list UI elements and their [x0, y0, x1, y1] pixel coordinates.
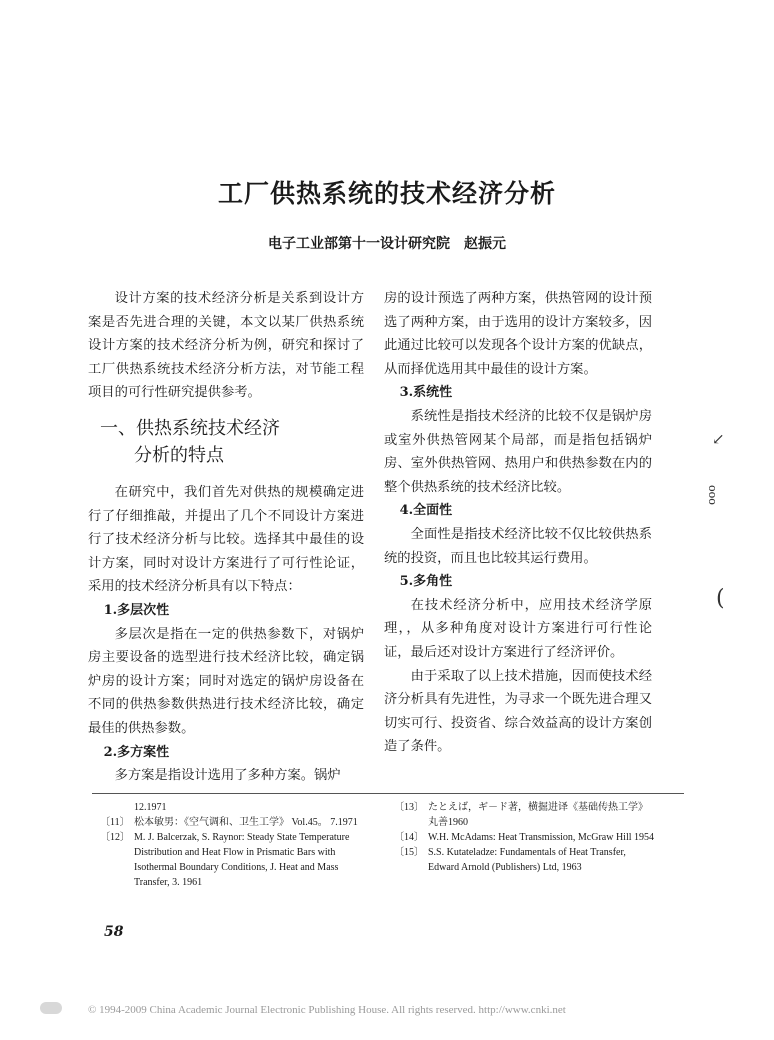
section-heading-line1: 一、供热系统技术经济	[100, 417, 280, 439]
reference-number: 〔15〕	[394, 847, 424, 858]
reference-text: 12.1971	[134, 802, 167, 813]
references-left	[100, 800, 358, 890]
reference-number: 〔14〕	[394, 832, 424, 843]
section-heading-line2: 分析的特点	[134, 444, 224, 466]
reference-item	[394, 830, 656, 845]
paragraph-2: 多方案是指设计选用了多种方案。锅炉	[114, 768, 341, 784]
reference-item	[100, 800, 358, 815]
page-number: 58	[104, 924, 124, 940]
reference-text: S.S. Kutateladze: Fundamentals of Heat Transfer, Edward Arnold (Publishers) Ltd, 1963	[428, 847, 626, 873]
cnki-logo-icon	[40, 1002, 62, 1014]
reference-number: 〔11〕	[100, 817, 130, 828]
reference-text: W.H. McAdams: Heat Transmission, McGraw Hill 1954	[428, 832, 655, 843]
margin-mark-1: ↙	[712, 430, 725, 448]
left-column	[88, 287, 364, 788]
reference-text: たとえば，ギ－ド著，横掘进译《基础传热工学》丸善1960	[428, 802, 648, 828]
reference-item	[100, 830, 358, 890]
subheading-2: 2.多方案性	[103, 744, 170, 760]
margin-mark-2: ooo	[706, 485, 719, 505]
footnote-rule	[92, 793, 684, 794]
subheading-5: 5.多角性	[399, 574, 453, 590]
references-right	[394, 800, 656, 875]
reference-number: 〔12〕	[100, 832, 130, 843]
margin-mark-3: (	[716, 586, 725, 611]
reference-text: 松本敏男：《空气调和、卫生工学》 Vol.45。 7.1971	[134, 817, 358, 828]
paragraph-continued: 房的设计预选了两种方案，供热管网的设计预选了两种方案，由于选用的设计方案较多，因此通过比较可以发现各个设计方案的优缺点，从而择优选用其中最佳的设计方案。	[384, 291, 652, 377]
intro-paragraph: 在研究中，我们首先对供热的规模确定进行了仔细推敲，并提出了几个不同设计方案进行了技术经济分析与比较。选择其中最佳的设计方案，同时对设计方案进行了可行性论证，采用的技术经济分析具有以下特点：	[88, 484, 364, 595]
paragraph-4: 全面性是指技术经济比较不仅比较供热系统的投资，而且也比较其运行费用。	[384, 526, 652, 566]
reference-item	[100, 815, 358, 830]
paragraph-6: 由于采取了以上技术措施，因而使技术经济分析具有先进性，为寻求一个既先进合理又切实可行、投资省、综合效益高的设计方案创造了条件。	[384, 668, 652, 755]
subheading-1: 1.多层次性	[103, 602, 170, 618]
reference-item	[394, 845, 656, 875]
reference-number: 〔13〕	[394, 802, 424, 813]
subheading-4: 4.全面性	[399, 503, 453, 519]
reference-text: M. J. Balcerzak, S. Raynor: Steady State Temperature Distribution and Heat Flow in Prismatic Bars with Isothermal Boundary Conditions, J. Heat and Mass Transfer, 3. 1961	[134, 832, 350, 888]
reference-item	[394, 800, 656, 830]
subheading-3: 3.系统性	[399, 385, 453, 401]
right-column	[384, 287, 652, 759]
paragraph-3: 系统性是指技术经济的比较不仅是锅炉房或室外供热管网某个局部，而是指包括锅炉房、室外供热管网、热用户和供热参数在内的整个供热系统的技术经济比较。	[384, 408, 652, 495]
section-heading	[88, 415, 364, 469]
abstract: 设计方案的技术经济分析是关系到设计方案是否先进合理的关键，本文以某厂供热系统设计方案的技术经济分析为例，研究和探讨了工厂供热系统技术经济分析方法，对节能工程项目的可行性研究提供参考。	[88, 291, 364, 401]
copyright-footer: © 1994-2009 China Academic Journal Electronic Publishing House. All rights reserved. http://www.cnki.net	[88, 1004, 566, 1016]
article-title: 工厂供热系统的技术经济分析	[217, 179, 556, 208]
paragraph-5: 在技术经济分析中，应用技术经济学原理，，从多种角度对设计方案进行可行性论证，最后还对设计方案进行了经济评价。	[384, 597, 652, 660]
author-line: 电子工业部第十一设计研究院 赵振元	[268, 236, 506, 252]
paragraph-1: 多层次是指在一定的供热参数下，对锅炉房主要设备的选型进行技术经济比较，确定锅炉房的设计方案；同时对选定的锅炉房设备在不同的供热参数供热进行技术经济比较，确定最佳的供热参数。	[88, 626, 364, 736]
